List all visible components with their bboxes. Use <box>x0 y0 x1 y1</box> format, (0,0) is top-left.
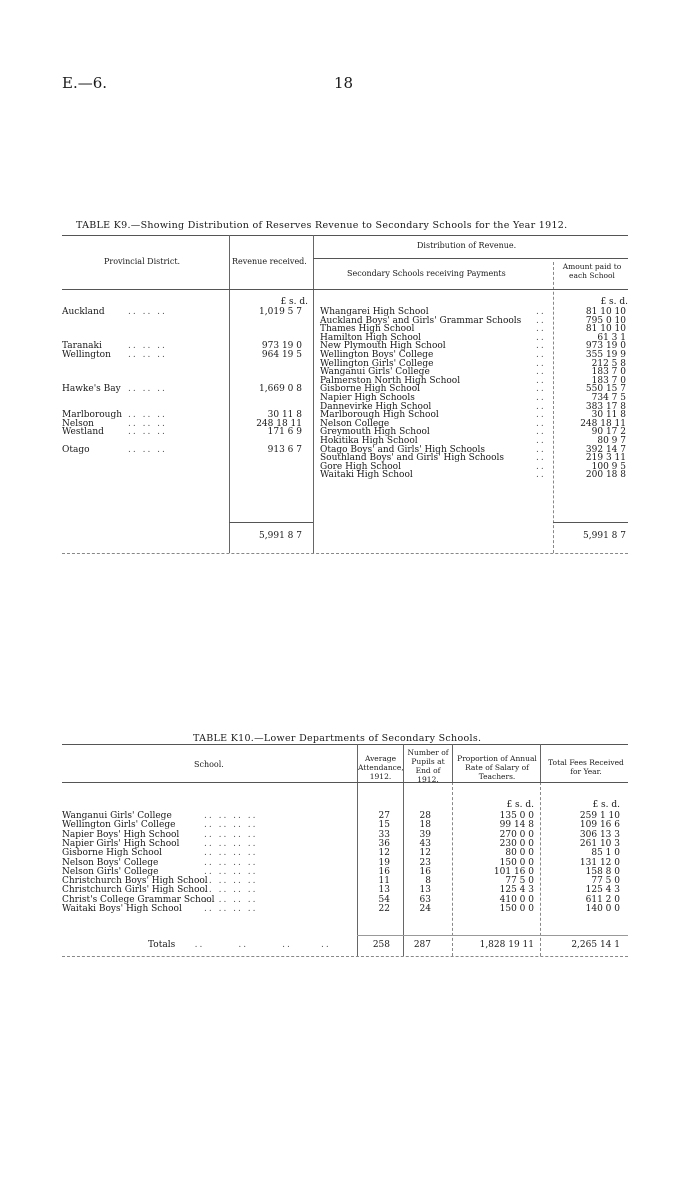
k10-top-rule <box>62 744 628 745</box>
k9-school-leader: .. <box>536 444 546 455</box>
k9-school-name: Hamilton High School <box>320 332 422 343</box>
k10-row-leader: .. .. .. .. <box>204 876 258 887</box>
k10-col-pupils: Number of Pupils at End of 1912. <box>407 748 449 784</box>
k9-school-amount: 100 9 5 <box>591 461 626 472</box>
k10-total-rule <box>357 935 628 936</box>
k10-row-leader: .. .. .. .. <box>204 838 258 849</box>
k9-district-revenue: 1,019 5 7 <box>259 307 302 317</box>
k10-school-name: Christchurch Boys' High School <box>62 876 208 887</box>
k9-school-amount: 90 17 2 <box>591 427 626 438</box>
k9-school-name: Hokitika High School <box>320 436 418 446</box>
k10-proportion: 99 14 8 <box>499 820 534 831</box>
k9-school-amount: 383 17 8 <box>585 401 626 412</box>
k10-vrule-3b <box>452 782 453 956</box>
k9-school-amount: 212 5 8 <box>591 358 626 369</box>
k9-school-amount: 392 14 7 <box>585 444 626 455</box>
k9-school-leader: .. <box>536 358 546 369</box>
k10-attendance: 12 <box>378 848 390 859</box>
k9-school-name: Thames High School <box>320 324 415 335</box>
k9-district-revenue: 973 19 0 <box>261 341 302 352</box>
k9-district-leader: .. .. .. <box>128 350 167 360</box>
k9-district-name: Wellington <box>62 350 111 360</box>
k10-proportion: 150 0 0 <box>499 904 534 914</box>
k9-district-revenue: 171 6 9 <box>267 427 302 438</box>
k10-attendance: 15 <box>378 820 390 831</box>
k9-district-leader: .. .. .. <box>128 410 167 421</box>
k9-school-name: Nelson College <box>320 418 390 429</box>
k9-district-name: Nelson <box>62 418 94 429</box>
k9-school-leader: .. <box>536 427 546 438</box>
k9-district-leader: .. .. .. <box>128 341 167 352</box>
k9-col-distribution: Distribution of Revenue. <box>417 241 517 250</box>
k9-district-leader: .. .. .. <box>128 444 167 455</box>
k10-total-pupils: 287 <box>413 940 431 950</box>
k10-attendance: 27 <box>378 811 390 821</box>
k10-school-name: Waitaki Boys' High School <box>62 904 182 914</box>
k9-school-leader: .. <box>536 315 546 326</box>
k9-sub-rule <box>313 258 628 259</box>
k9-district-revenue: 30 11 8 <box>267 410 302 421</box>
k10-fees: 158 8 0 <box>585 866 620 877</box>
k9-school-leader: .. <box>536 461 546 472</box>
k9-header-rule <box>62 289 628 290</box>
k10-proportion: 270 0 0 <box>499 829 534 840</box>
k9-school-name: Palmerston North High School <box>320 375 461 386</box>
k9-school-amount: 61 3 1 <box>597 332 626 343</box>
k10-row-leader: .. .. .. .. <box>204 904 258 914</box>
k10-vrule-3 <box>452 744 453 782</box>
k9-district-revenue: 913 6 7 <box>267 444 302 455</box>
k9-district-revenue: 248 18 11 <box>256 418 302 429</box>
k10-pupils: 18 <box>419 820 431 831</box>
k10-fees: 125 4 3 <box>585 885 620 896</box>
k9-total-rule-right <box>553 522 628 523</box>
k10-total-attendance: 258 <box>372 940 390 950</box>
k10-proportion: 101 16 0 <box>493 866 534 877</box>
k10-fees: 306 13 3 <box>579 829 620 840</box>
k10-fees: 261 10 3 <box>579 838 620 849</box>
k9-school-amount: 81 10 10 <box>585 307 626 317</box>
k10-proportion: 150 0 0 <box>499 857 534 868</box>
k10-row-leader: .. .. .. .. <box>204 866 258 877</box>
k10-fees: 140 0 0 <box>585 904 620 914</box>
k9-district-leader: .. .. .. <box>128 418 167 429</box>
k9-col-schools: Secondary Schools receiving Payments <box>347 269 506 278</box>
k10-col-fees: Total Fees Received for Year. <box>548 758 624 776</box>
k9-school-amount: 183 7 0 <box>591 375 626 386</box>
k10-row-leader: .. .. .. .. <box>204 820 258 831</box>
k9-school-name: Dannevirke High School <box>320 401 432 412</box>
k9-school-amount: 81 10 10 <box>585 324 626 335</box>
k9-total-rule-left <box>229 522 313 523</box>
k10-units-proportion: £ s. d. <box>506 800 534 810</box>
k10-school-name: Christ's College Grammar School <box>62 894 215 905</box>
k9-district-name: Marlborough <box>62 410 123 421</box>
k9-school-leader: .. <box>536 341 546 352</box>
k9-school-name: Marlborough High School <box>320 410 439 421</box>
k10-col-attendance: Average Attendance, 1912. <box>358 754 404 781</box>
k9-school-amount: 200 18 8 <box>585 470 626 481</box>
k9-school-amount: 80 9 7 <box>597 436 626 446</box>
k10-row-leader: .. .. .. .. <box>204 894 258 905</box>
k10-pupils: 8 <box>425 876 431 887</box>
k9-school-amount: 355 19 9 <box>585 350 626 360</box>
k9-school-amount: 30 11 8 <box>591 410 626 421</box>
k9-school-amount: 734 7 5 <box>591 393 626 403</box>
k9-vrule-1 <box>229 235 230 553</box>
k9-school-amount: 550 15 7 <box>585 384 626 395</box>
k10-units-fees: £ s. d. <box>592 800 620 810</box>
k10-col-school: School. <box>194 760 224 769</box>
k9-school-amount: 973 19 0 <box>585 341 626 352</box>
k9-school-name: Gore High School <box>320 461 401 472</box>
page-number: 18 <box>334 74 354 92</box>
k10-pupils: 13 <box>419 885 431 896</box>
table-k10-title: TABLE K10.—Lower Departments of Secondary Schools. <box>193 733 482 744</box>
k10-proportion: 410 0 0 <box>499 894 534 905</box>
k10-attendance: 13 <box>378 885 390 896</box>
k10-fees: 131 12 0 <box>579 857 620 868</box>
k9-school-leader: .. <box>536 332 546 343</box>
k9-district-name: Otago <box>62 444 90 455</box>
k9-top-rule <box>62 235 628 236</box>
k10-school-name: Christchurch Girls' High School <box>62 885 208 896</box>
k9-district-name: Taranaki <box>62 341 102 352</box>
k9-district-leader: .. .. .. <box>128 427 167 438</box>
k9-school-leader: .. <box>536 436 546 446</box>
k10-fees: 109 16 6 <box>579 820 620 831</box>
k9-school-name: Otago Boys' and Girls' High Schools <box>320 444 485 455</box>
k9-school-leader: .. <box>536 393 546 403</box>
k9-district-revenue: 1,669 0 8 <box>259 384 302 395</box>
k10-attendance: 16 <box>378 866 390 877</box>
k9-school-name: Waitaki High School <box>320 470 413 481</box>
k9-school-leader: .. <box>536 350 546 360</box>
k10-attendance: 11 <box>378 876 390 887</box>
k10-fees: 611 2 0 <box>585 894 620 905</box>
k10-fees: 259 1 10 <box>579 811 620 821</box>
k10-attendance: 54 <box>378 894 390 905</box>
k9-school-leader: .. <box>536 470 546 481</box>
k9-col-amount: Amount paid to each School <box>562 262 622 280</box>
k9-school-leader: .. <box>536 307 546 317</box>
k9-school-amount: 219 3 11 <box>585 453 626 464</box>
k9-district-revenue: 964 19 5 <box>261 350 302 360</box>
k9-school-name: Napier High Schools <box>320 393 415 403</box>
k9-school-leader: .. <box>536 324 546 335</box>
k10-pupils: 43 <box>419 838 431 849</box>
k10-vrule-4b <box>540 782 541 956</box>
k9-district-name: Hawke's Bay <box>62 384 121 395</box>
k10-total-proportion: 1,828 19 11 <box>479 940 534 950</box>
k10-pupils: 28 <box>419 811 431 821</box>
k9-school-name: Whangarei High School <box>320 307 429 317</box>
k9-school-name: Wellington Boys' College <box>320 350 434 360</box>
k9-school-name: Auckland Boys' and Girls' Grammar Schools <box>320 315 522 326</box>
k10-school-name: Nelson Girls' College <box>62 866 159 877</box>
k9-district-leader: .. .. .. <box>128 384 167 395</box>
k9-school-amount: 183 7 0 <box>591 367 626 378</box>
k10-pupils: 63 <box>419 894 431 905</box>
k10-vrule-4 <box>540 744 541 782</box>
k9-col-district: Provincial District. <box>104 257 181 266</box>
k9-vrule-2 <box>313 235 314 553</box>
k9-school-name: Greymouth High School <box>320 427 430 438</box>
k9-vrule-3 <box>553 262 554 553</box>
k10-row-leader: .. .. .. .. <box>204 848 258 859</box>
k10-attendance: 22 <box>378 904 390 914</box>
k10-total-fees: 2,265 14 1 <box>571 940 620 950</box>
k9-total-revenue: 5,991 8 7 <box>259 531 302 541</box>
k9-bottom-rule <box>62 553 628 554</box>
k10-school-name: Wanganui Girls' College <box>62 811 172 821</box>
k10-fees: 77 5 0 <box>591 876 620 887</box>
k9-units-revenue: £ s. d. <box>280 297 308 307</box>
k10-school-name: Napier Girls' High School <box>62 838 180 849</box>
k10-pupils: 12 <box>419 848 431 859</box>
k9-units-amount: £ s. d. <box>600 297 628 307</box>
k10-attendance: 33 <box>378 829 390 840</box>
k10-proportion: 77 5 0 <box>505 876 534 887</box>
k10-row-leader: .. .. .. .. <box>204 811 258 821</box>
k9-school-leader: .. <box>536 410 546 421</box>
k9-col-revenue: Revenue received. <box>232 257 307 266</box>
k10-proportion: 135 0 0 <box>499 811 534 821</box>
k10-header-rule <box>62 782 628 783</box>
k9-district-name: Auckland <box>62 307 105 317</box>
k10-fees: 85 1 0 <box>591 848 620 859</box>
k10-attendance: 36 <box>378 838 390 849</box>
table-k9-title: TABLE K9.—Showing Distribution of Reserves Revenue to Secondary Schools for the Year 1912. <box>76 220 568 231</box>
k9-school-leader: .. <box>536 418 546 429</box>
k9-school-name: New Plymouth High School <box>320 341 446 352</box>
k10-totals-label: Totals .. .. .. .. <box>148 940 331 950</box>
k9-school-leader: .. <box>536 375 546 386</box>
k10-school-name: Gisborne High School <box>62 848 163 859</box>
k10-school-name: Wellington Girls' College <box>62 820 176 831</box>
k10-school-name: Nelson Boys' College <box>62 857 159 868</box>
k10-proportion: 80 0 0 <box>505 848 534 859</box>
k10-row-leader: .. .. .. .. <box>204 857 258 868</box>
k10-pupils: 39 <box>419 829 431 840</box>
k9-school-leader: .. <box>536 453 546 464</box>
k9-district-leader: .. .. .. <box>128 307 167 317</box>
k10-pupils: 16 <box>419 866 431 877</box>
k10-row-leader: .. .. .. .. <box>204 885 258 896</box>
k10-pupils: 23 <box>419 857 431 868</box>
page-header-left: E.—6. <box>62 74 108 92</box>
k9-school-leader: .. <box>536 401 546 412</box>
k9-district-name: Westland <box>62 427 104 438</box>
k10-pupils: 24 <box>419 904 431 914</box>
k9-school-name: Wellington Girls' College <box>320 358 434 369</box>
k10-row-leader: .. .. .. .. <box>204 829 258 840</box>
k9-school-name: Gisborne High School <box>320 384 421 395</box>
k9-school-amount: 248 18 11 <box>580 418 626 429</box>
k9-total-amount: 5,991 8 7 <box>583 531 626 541</box>
k10-school-name: Napier Boys' High School <box>62 829 180 840</box>
k10-attendance: 19 <box>378 857 390 868</box>
k9-school-name: Southland Boys' and Girls' High Schools <box>320 453 504 464</box>
k9-school-leader: .. <box>536 367 546 378</box>
k10-proportion: 125 4 3 <box>499 885 534 896</box>
k10-col-proportion: Proportion of Annual Rate of Salary of Teachers. <box>457 754 537 781</box>
k9-school-leader: .. <box>536 384 546 395</box>
k10-bottom-rule <box>62 956 628 957</box>
k9-school-amount: 795 0 10 <box>585 315 626 326</box>
k10-proportion: 230 0 0 <box>499 838 534 849</box>
k9-school-name: Wanganui Girls' College <box>320 367 430 378</box>
